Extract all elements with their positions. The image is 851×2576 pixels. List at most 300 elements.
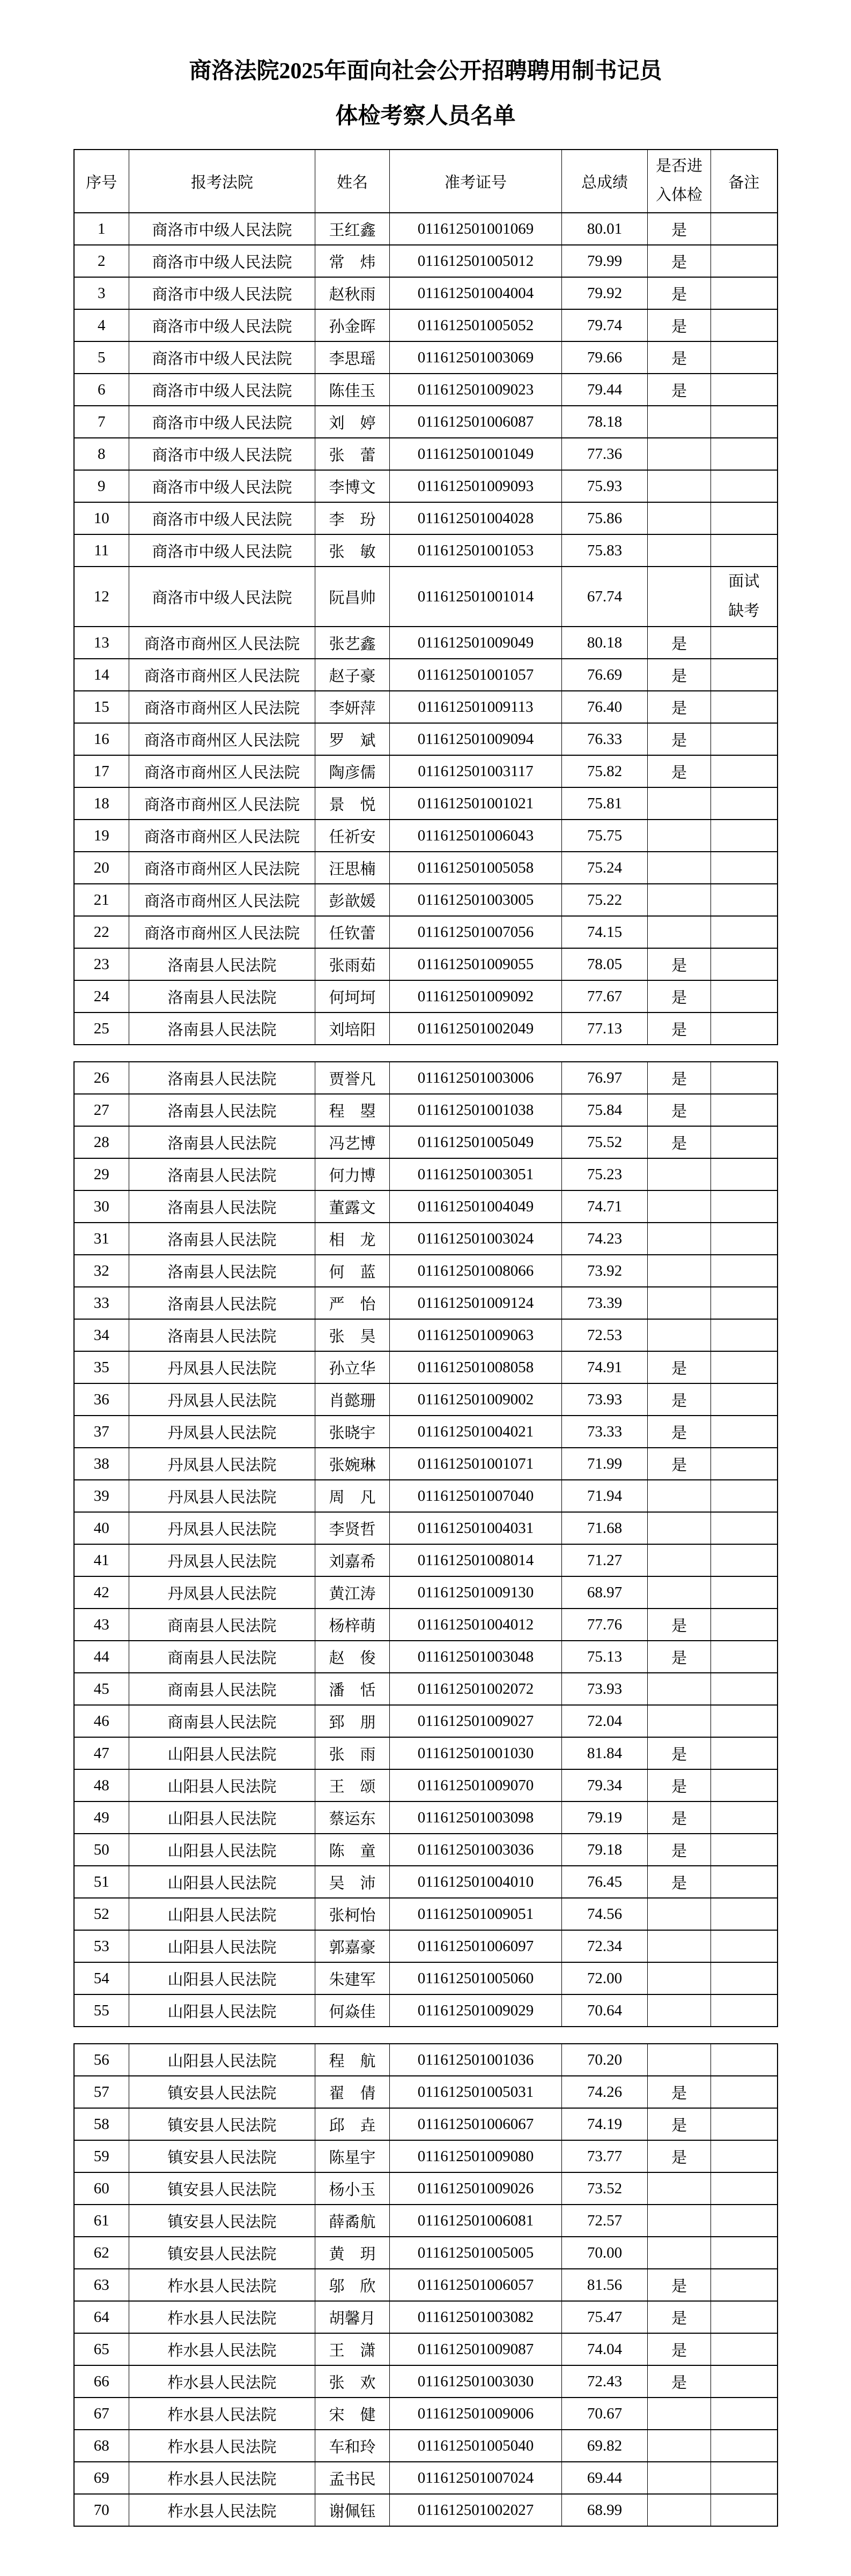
cell-remark <box>711 309 778 341</box>
table-row <box>74 2044 778 2076</box>
cell-court: 柞水县人民法院 <box>129 2365 315 2398</box>
cell-remark <box>711 691 778 723</box>
cell-ticket-no: 011612501002049 <box>390 1012 562 1045</box>
table-row <box>74 2269 778 2301</box>
cell-remark <box>711 2140 778 2172</box>
cell-ticket-no: 011612501007056 <box>390 916 562 948</box>
cell-enter-exam <box>648 916 711 948</box>
cell-enter-exam: 是 <box>648 1641 711 1673</box>
cell-enter-exam <box>648 1544 711 1576</box>
cell-ticket-no: 011612501004012 <box>390 1609 562 1641</box>
cell-court: 洛南县人民法院 <box>129 1126 315 1158</box>
cell-seq-no: 64 <box>74 2301 129 2333</box>
candidate-table-section-2 <box>73 1061 778 2027</box>
cell-court: 山阳县人民法院 <box>129 1866 315 1898</box>
table-row <box>74 374 778 406</box>
cell-seq-no: 22 <box>74 916 129 948</box>
table-row <box>74 1609 778 1641</box>
header-total-score: 总成绩 <box>562 150 648 213</box>
cell-name: 赵秋雨 <box>315 277 390 309</box>
cell-name: 刘培阳 <box>315 1012 390 1045</box>
cell-seq-no: 12 <box>74 567 129 627</box>
cell-total-score: 71.27 <box>562 1544 648 1576</box>
cell-seq-no: 56 <box>74 2044 129 2076</box>
cell-court: 商洛市中级人民法院 <box>129 213 315 245</box>
table-row <box>74 2108 778 2140</box>
table-row <box>74 1641 778 1673</box>
cell-enter-exam <box>648 787 711 820</box>
cell-ticket-no: 011612501004010 <box>390 1866 562 1898</box>
cell-court: 柞水县人民法院 <box>129 2430 315 2462</box>
cell-name: 严 怡 <box>315 1287 390 1319</box>
table-row <box>74 1576 778 1609</box>
cell-seq-no: 15 <box>74 691 129 723</box>
cell-remark <box>711 2237 778 2269</box>
cell-seq-no: 70 <box>74 2494 129 2526</box>
cell-seq-no: 10 <box>74 502 129 534</box>
cell-enter-exam <box>648 1287 711 1319</box>
header-remark: 备注 <box>711 150 778 213</box>
cell-remark <box>711 1673 778 1705</box>
cell-court: 丹凤县人民法院 <box>129 1383 315 1416</box>
cell-enter-exam <box>648 502 711 534</box>
cell-remark <box>711 534 778 567</box>
cell-ticket-no: 011612501009130 <box>390 1576 562 1609</box>
cell-enter-exam: 是 <box>648 2076 711 2108</box>
cell-name: 彭歆媛 <box>315 884 390 916</box>
cell-seq-no: 2 <box>74 245 129 277</box>
cell-enter-exam <box>648 1158 711 1190</box>
cell-enter-exam <box>648 1190 711 1223</box>
cell-remark <box>711 1544 778 1576</box>
cell-remark <box>711 502 778 534</box>
cell-court: 商洛市商州区人民法院 <box>129 884 315 916</box>
cell-name: 肖懿珊 <box>315 1383 390 1416</box>
cell-enter-exam <box>648 852 711 884</box>
cell-total-score: 72.00 <box>562 1962 648 1994</box>
table-row <box>74 2462 778 2494</box>
cell-enter-exam: 是 <box>648 2365 711 2398</box>
cell-court: 商南县人民法院 <box>129 1609 315 1641</box>
cell-total-score: 72.53 <box>562 1319 648 1351</box>
cell-name: 常 炜 <box>315 245 390 277</box>
cell-ticket-no: 011612501001049 <box>390 438 562 470</box>
cell-name: 刘 婷 <box>315 406 390 438</box>
table-row <box>74 2237 778 2269</box>
cell-name: 郅 朋 <box>315 1705 390 1737</box>
cell-enter-exam <box>648 2398 711 2430</box>
cell-seq-no: 26 <box>74 1062 129 1094</box>
cell-enter-exam <box>648 1255 711 1287</box>
cell-court: 商洛市中级人民法院 <box>129 502 315 534</box>
cell-name: 罗 斌 <box>315 723 390 755</box>
cell-remark <box>711 1769 778 1801</box>
cell-court: 商洛市中级人民法院 <box>129 277 315 309</box>
cell-seq-no: 50 <box>74 1834 129 1866</box>
cell-enter-exam: 是 <box>648 1737 711 1769</box>
cell-name: 张婉琳 <box>315 1448 390 1480</box>
cell-court: 商南县人民法院 <box>129 1705 315 1737</box>
cell-remark <box>711 1383 778 1416</box>
cell-enter-exam <box>648 2237 711 2269</box>
cell-enter-exam: 是 <box>648 1866 711 1898</box>
cell-court: 商洛市商州区人民法院 <box>129 787 315 820</box>
cell-court: 商洛市中级人民法院 <box>129 438 315 470</box>
cell-enter-exam: 是 <box>648 309 711 341</box>
cell-enter-exam: 是 <box>648 1416 711 1448</box>
cell-total-score: 76.45 <box>562 1866 648 1898</box>
cell-seq-no: 35 <box>74 1351 129 1383</box>
cell-name: 阮昌帅 <box>315 567 390 627</box>
table-row <box>74 2301 778 2333</box>
cell-court: 丹凤县人民法院 <box>129 1544 315 1576</box>
table-row <box>74 567 778 627</box>
cell-enter-exam <box>648 1994 711 2027</box>
cell-ticket-no: 011612501001021 <box>390 787 562 820</box>
cell-remark <box>711 820 778 852</box>
cell-remark <box>711 723 778 755</box>
cell-ticket-no: 011612501009006 <box>390 2398 562 2430</box>
cell-enter-exam <box>648 884 711 916</box>
cell-court: 洛南县人民法院 <box>129 1223 315 1255</box>
cell-total-score: 79.99 <box>562 245 648 277</box>
cell-total-score: 75.47 <box>562 2301 648 2333</box>
cell-court: 商洛市中级人民法院 <box>129 341 315 374</box>
cell-enter-exam <box>648 2430 711 2462</box>
cell-enter-exam: 是 <box>648 1801 711 1834</box>
cell-court: 商洛市中级人民法院 <box>129 567 315 627</box>
cell-remark <box>711 1190 778 1223</box>
cell-ticket-no: 011612501009080 <box>390 2140 562 2172</box>
cell-seq-no: 54 <box>74 1962 129 1994</box>
cell-court: 镇安县人民法院 <box>129 2108 315 2140</box>
table-row <box>74 2398 778 2430</box>
cell-enter-exam <box>648 1930 711 1962</box>
cell-remark <box>711 627 778 659</box>
cell-ticket-no: 011612501007040 <box>390 1480 562 1512</box>
cell-ticket-no: 011612501009027 <box>390 1705 562 1737</box>
cell-remark <box>711 2205 778 2237</box>
cell-total-score: 68.97 <box>562 1576 648 1609</box>
cell-remark <box>711 1062 778 1094</box>
cell-ticket-no: 011612501007024 <box>390 2462 562 2494</box>
cell-name: 何坷坷 <box>315 980 390 1012</box>
cell-court: 柞水县人民法院 <box>129 2462 315 2494</box>
cell-court: 丹凤县人民法院 <box>129 1448 315 1480</box>
table-row <box>74 723 778 755</box>
cell-enter-exam <box>648 1962 711 1994</box>
cell-name: 黄 玥 <box>315 2237 390 2269</box>
table-row <box>74 755 778 787</box>
cell-court: 山阳县人民法院 <box>129 1834 315 1866</box>
table-row <box>74 2494 778 2526</box>
cell-total-score: 75.82 <box>562 755 648 787</box>
cell-enter-exam <box>648 1319 711 1351</box>
cell-seq-no: 51 <box>74 1866 129 1898</box>
cell-seq-no: 68 <box>74 2430 129 2462</box>
cell-name: 景 悦 <box>315 787 390 820</box>
cell-total-score: 73.39 <box>562 1287 648 1319</box>
cell-enter-exam <box>648 2462 711 2494</box>
cell-enter-exam: 是 <box>648 2140 711 2172</box>
cell-total-score: 74.26 <box>562 2076 648 2108</box>
table-row <box>74 1223 778 1255</box>
cell-enter-exam: 是 <box>648 1126 711 1158</box>
cell-seq-no: 52 <box>74 1898 129 1930</box>
table-row <box>74 1287 778 1319</box>
table-row <box>74 1834 778 1866</box>
table-row <box>74 659 778 691</box>
cell-court: 商洛市商州区人民法院 <box>129 916 315 948</box>
cell-seq-no: 44 <box>74 1641 129 1673</box>
cell-total-score: 72.43 <box>562 2365 648 2398</box>
cell-remark <box>711 787 778 820</box>
cell-enter-exam <box>648 1898 711 1930</box>
cell-seq-no: 47 <box>74 1737 129 1769</box>
cell-total-score: 68.99 <box>562 2494 648 2526</box>
cell-enter-exam: 是 <box>648 1448 711 1480</box>
cell-name: 冯艺博 <box>315 1126 390 1158</box>
cell-ticket-no: 011612501003051 <box>390 1158 562 1190</box>
cell-name: 杨梓萌 <box>315 1609 390 1641</box>
cell-total-score: 69.82 <box>562 2430 648 2462</box>
cell-seq-no: 31 <box>74 1223 129 1255</box>
cell-enter-exam: 是 <box>648 1383 711 1416</box>
table-row <box>74 1480 778 1512</box>
cell-ticket-no: 011612501005031 <box>390 2076 562 2108</box>
cell-total-score: 79.19 <box>562 1801 648 1834</box>
cell-total-score: 73.93 <box>562 1673 648 1705</box>
cell-ticket-no: 011612501009049 <box>390 627 562 659</box>
cell-ticket-no: 011612501006043 <box>390 820 562 852</box>
cell-seq-no: 55 <box>74 1994 129 2027</box>
cell-court: 柞水县人民法院 <box>129 2301 315 2333</box>
cell-name: 谢佩钰 <box>315 2494 390 2526</box>
cell-court: 洛南县人民法院 <box>129 948 315 980</box>
cell-remark <box>711 2301 778 2333</box>
cell-court: 丹凤县人民法院 <box>129 1512 315 1544</box>
cell-enter-exam <box>648 567 711 627</box>
table-row <box>74 2430 778 2462</box>
table-row <box>74 2172 778 2205</box>
table-row <box>74 1158 778 1190</box>
cell-name: 薛矞航 <box>315 2205 390 2237</box>
cell-ticket-no: 011612501009063 <box>390 1319 562 1351</box>
cell-court: 镇安县人民法院 <box>129 2237 315 2269</box>
cell-ticket-no: 011612501009113 <box>390 691 562 723</box>
cell-enter-exam <box>648 2205 711 2237</box>
table-row <box>74 309 778 341</box>
cell-remark <box>711 470 778 502</box>
table-row <box>74 1012 778 1045</box>
cell-ticket-no: 011612501003098 <box>390 1801 562 1834</box>
cell-remark <box>711 948 778 980</box>
cell-name: 车和玲 <box>315 2430 390 2462</box>
cell-court: 商南县人民法院 <box>129 1641 315 1673</box>
candidate-table-section-1 <box>73 149 778 1045</box>
cell-remark <box>711 213 778 245</box>
table-row <box>74 2333 778 2365</box>
cell-name: 李思瑶 <box>315 341 390 374</box>
cell-seq-no: 29 <box>74 1158 129 1190</box>
cell-name: 孙立华 <box>315 1351 390 1383</box>
cell-enter-exam <box>648 1705 711 1737</box>
cell-seq-no: 67 <box>74 2398 129 2430</box>
cell-seq-no: 20 <box>74 852 129 884</box>
cell-seq-no: 25 <box>74 1012 129 1045</box>
cell-total-score: 75.86 <box>562 502 648 534</box>
cell-name: 郭嘉豪 <box>315 1930 390 1962</box>
cell-seq-no: 30 <box>74 1190 129 1223</box>
cell-court: 镇安县人民法院 <box>129 2076 315 2108</box>
cell-ticket-no: 011612501003024 <box>390 1223 562 1255</box>
cell-remark <box>711 2398 778 2430</box>
cell-seq-no: 46 <box>74 1705 129 1737</box>
cell-seq-no: 9 <box>74 470 129 502</box>
cell-seq-no: 42 <box>74 1576 129 1609</box>
cell-enter-exam <box>648 534 711 567</box>
cell-enter-exam: 是 <box>648 1609 711 1641</box>
cell-court: 山阳县人民法院 <box>129 1930 315 1962</box>
cell-enter-exam: 是 <box>648 755 711 787</box>
cell-remark <box>711 2430 778 2462</box>
cell-enter-exam: 是 <box>648 1834 711 1866</box>
cell-court: 山阳县人民法院 <box>129 2044 315 2076</box>
cell-remark: 面试缺考 <box>711 567 778 627</box>
cell-ticket-no: 011612501003036 <box>390 1834 562 1866</box>
cell-ticket-no: 011612501009070 <box>390 1769 562 1801</box>
cell-court: 柞水县人民法院 <box>129 2269 315 2301</box>
cell-total-score: 81.56 <box>562 2269 648 2301</box>
cell-seq-no: 41 <box>74 1544 129 1576</box>
cell-name: 王 潇 <box>315 2333 390 2365</box>
cell-seq-no: 53 <box>74 1930 129 1962</box>
cell-total-score: 69.44 <box>562 2462 648 2494</box>
cell-seq-no: 28 <box>74 1126 129 1158</box>
cell-seq-no: 7 <box>74 406 129 438</box>
cell-name: 董露文 <box>315 1190 390 1223</box>
cell-seq-no: 14 <box>74 659 129 691</box>
cell-seq-no: 24 <box>74 980 129 1012</box>
cell-ticket-no: 011612501004049 <box>390 1190 562 1223</box>
table-row <box>74 1126 778 1158</box>
cell-remark <box>711 1158 778 1190</box>
table-row <box>74 691 778 723</box>
cell-enter-exam: 是 <box>648 1012 711 1045</box>
cell-court: 镇安县人民法院 <box>129 2205 315 2237</box>
cell-total-score: 74.23 <box>562 1223 648 1255</box>
table-row <box>74 1769 778 1801</box>
cell-total-score: 74.56 <box>562 1898 648 1930</box>
cell-ticket-no: 011612501002027 <box>390 2494 562 2526</box>
cell-seq-no: 1 <box>74 213 129 245</box>
cell-total-score: 73.77 <box>562 2140 648 2172</box>
table-row <box>74 1319 778 1351</box>
cell-remark <box>711 659 778 691</box>
cell-name: 张晓宇 <box>315 1416 390 1448</box>
table-row <box>74 1866 778 1898</box>
cell-seq-no: 11 <box>74 534 129 567</box>
cell-seq-no: 59 <box>74 2140 129 2172</box>
cell-name: 陈佳玉 <box>315 374 390 406</box>
cell-ticket-no: 011612501003082 <box>390 2301 562 2333</box>
cell-ticket-no: 011612501008058 <box>390 1351 562 1383</box>
cell-court: 丹凤县人民法院 <box>129 1576 315 1609</box>
cell-court: 洛南县人民法院 <box>129 980 315 1012</box>
cell-remark <box>711 1801 778 1834</box>
cell-enter-exam <box>648 438 711 470</box>
header-ticket-no: 准考证号 <box>390 150 562 213</box>
cell-seq-no: 39 <box>74 1480 129 1512</box>
cell-remark <box>711 1448 778 1480</box>
cell-name: 邬 欣 <box>315 2269 390 2301</box>
cell-name: 刘嘉希 <box>315 1544 390 1576</box>
cell-ticket-no: 011612501001030 <box>390 1737 562 1769</box>
cell-court: 商洛市商州区人民法院 <box>129 659 315 691</box>
table-row <box>74 2365 778 2398</box>
cell-remark <box>711 1255 778 1287</box>
cell-seq-no: 61 <box>74 2205 129 2237</box>
cell-ticket-no: 011612501005052 <box>390 309 562 341</box>
cell-enter-exam: 是 <box>648 948 711 980</box>
cell-court: 商洛市中级人民法院 <box>129 406 315 438</box>
cell-ticket-no: 011612501008014 <box>390 1544 562 1576</box>
cell-ticket-no: 011612501003005 <box>390 884 562 916</box>
cell-remark <box>711 1930 778 1962</box>
cell-enter-exam: 是 <box>648 374 711 406</box>
table-row <box>74 1416 778 1448</box>
cell-court: 洛南县人民法院 <box>129 1094 315 1126</box>
cell-ticket-no: 011612501009029 <box>390 1994 562 2027</box>
cell-name: 程 曌 <box>315 1094 390 1126</box>
cell-total-score: 70.67 <box>562 2398 648 2430</box>
table-row <box>74 916 778 948</box>
table-row <box>74 627 778 659</box>
cell-ticket-no: 011612501009026 <box>390 2172 562 2205</box>
cell-name: 何焱佳 <box>315 1994 390 2027</box>
cell-name: 李博文 <box>315 470 390 502</box>
cell-enter-exam: 是 <box>648 627 711 659</box>
cell-total-score: 74.71 <box>562 1190 648 1223</box>
cell-total-score: 79.18 <box>562 1834 648 1866</box>
cell-court: 洛南县人民法院 <box>129 1287 315 1319</box>
cell-ticket-no: 011612501005058 <box>390 852 562 884</box>
cell-ticket-no: 011612501005012 <box>390 245 562 277</box>
cell-court: 丹凤县人民法院 <box>129 1351 315 1383</box>
cell-total-score: 75.81 <box>562 787 648 820</box>
cell-total-score: 72.04 <box>562 1705 648 1737</box>
cell-remark <box>711 1834 778 1866</box>
table-row <box>74 1383 778 1416</box>
header-court: 报考法院 <box>129 150 315 213</box>
cell-name: 陈 童 <box>315 1834 390 1866</box>
cell-seq-no: 13 <box>74 627 129 659</box>
cell-enter-exam <box>648 1673 711 1705</box>
cell-seq-no: 34 <box>74 1319 129 1351</box>
cell-ticket-no: 011612501001014 <box>390 567 562 627</box>
cell-court: 商洛市商州区人民法院 <box>129 723 315 755</box>
cell-name: 宋 健 <box>315 2398 390 2430</box>
cell-total-score: 72.57 <box>562 2205 648 2237</box>
cell-remark <box>711 1012 778 1045</box>
cell-total-score: 79.74 <box>562 309 648 341</box>
cell-court: 商洛市商州区人民法院 <box>129 755 315 787</box>
cell-remark <box>711 1994 778 2027</box>
table-row <box>74 1737 778 1769</box>
table-row <box>74 948 778 980</box>
table-row <box>74 2076 778 2108</box>
cell-enter-exam <box>648 2494 711 2526</box>
